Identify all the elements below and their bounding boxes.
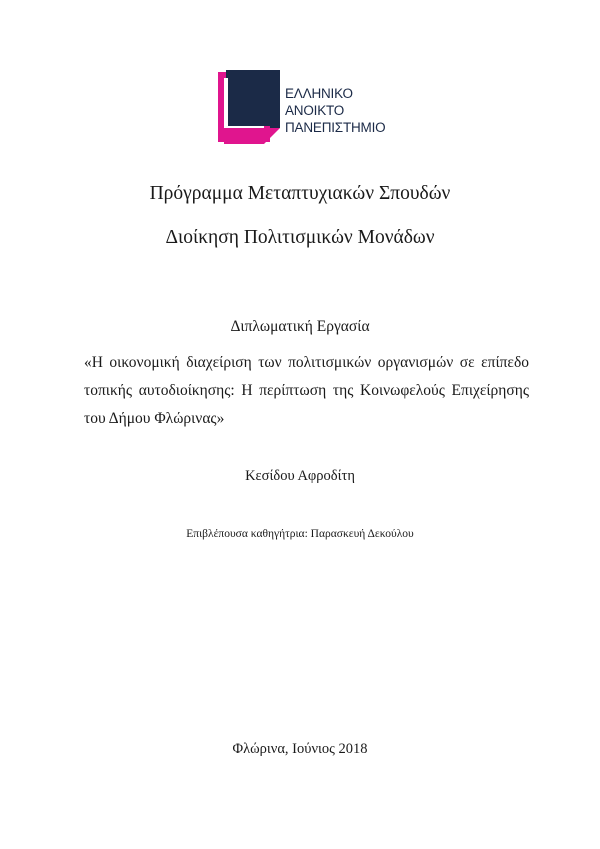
logo-text [285,85,385,136]
logo-mark-icon [218,70,282,144]
department-title: Διοίκηση Πολιτισμικών Μονάδων [165,227,435,248]
logo-line-2: ΑΝΟΙΚΤΟ [285,103,345,118]
place-date: Φλώρινα, Ιούνιος 2018 [232,741,368,757]
program-title: Πρόγραμμα Μεταπτυχιακών Σπουδών [149,183,451,204]
university-logo [218,70,418,144]
author-name: Κεσίδου Αφροδίτη [245,468,355,484]
logo-line-1: ΕΛΛΗΝΙΚΟ [285,86,353,101]
logo-line-3: ΠΑΝΕΠΙΣΤΗΜΙΟ [285,120,386,135]
thesis-title: «Η οικονομική διαχείριση των πολιτισμικών οργανισμών σε επίπεδο τοπικής αυτοδιοίκησης: Η περίπτωση της Κοινωφελούς Επιχείρησης του Δήμου Φλώρινας» [84,354,529,427]
supervisor-line: Επιβλέπουσα καθηγήτρια: Παρασκευή Δεκούλου [186,528,414,540]
thesis-label: Διπλωματική Εργασία [230,318,370,335]
